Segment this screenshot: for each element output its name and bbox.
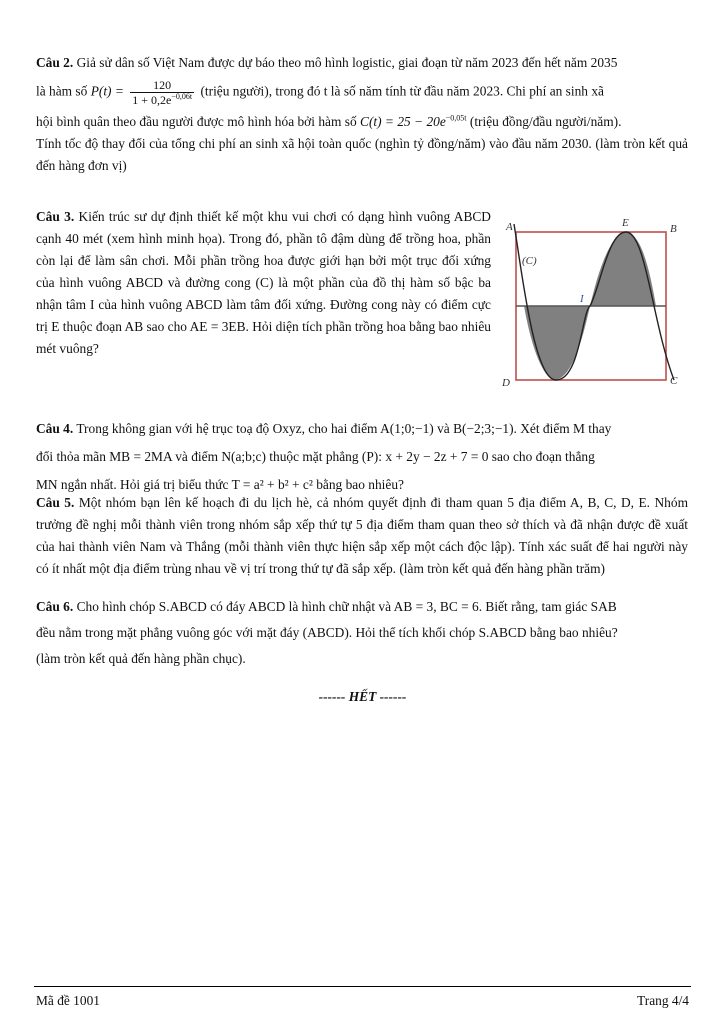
page-number: Trang 4/4 [637, 993, 689, 1008]
label-a: A [506, 221, 513, 233]
q3-paragraph: Câu 3. Kiến trúc sư dự định thiết kế một khu vui chơi có dạng hình vuông ABCD cạnh 40 mét (xem hình minh họa). Trong đó, phần tô đậm dùng để trồng hoa, phần còn lại để làm sân chơi. Mỗi phần trồng hoa được giới hạn bởi một trục đối xứng của hình vuông ABCD và đường cong (C) là một phần của đồ thị hàm số bậc ba nhận tâm I của hình vuông ABCD làm tâm đối xứng. Đường cong này có điểm cực trị E thuộc đoạn AB sao cho AE = 3EB. Hỏi diện tích phần trồng hoa bằng bao nhiêu mét vuông? [36, 209, 491, 356]
label-curve: (C) [522, 255, 537, 267]
q4-line1: Câu 4. Trong không gian với hệ trục toạ độ Oxyz, cho hai điểm A(1;0;−1) và B(−2;3;−1). Xét điểm M thay [36, 421, 612, 436]
label-c: C [670, 375, 678, 387]
q4-line3: MN ngắn nhất. Hỏi giá trị biểu thức T = a² + b² + c² bằng bao nhiêu? [36, 477, 404, 492]
q5-label: Câu 5. [36, 495, 75, 510]
question-3 [36, 206, 491, 360]
q4-line2: đổi thỏa mãn MB = 2MA và điểm N(a;b;c) thuộc mặt phẳng (P): x + 2y − 2z + 7 = 0 sao cho đoạn thẳng [36, 449, 595, 464]
p-function: P(t) = [90, 83, 124, 99]
q6-label: Câu 6. [36, 599, 74, 614]
q2-label: Câu 2. [36, 55, 74, 70]
question-4 [36, 418, 688, 496]
p-fraction: $\frac{120}{1 + 0,2e^{-0,06t}}$ [132, 78, 193, 107]
footer-divider [34, 986, 691, 987]
q3-label: Câu 3. [36, 209, 75, 224]
q6-line3: (làm tròn kết quả đến hàng phần chục). [36, 651, 246, 666]
q2-line3: hội bình quân theo đầu người được mô hình hóa bởi hàm số $C(t) = 25 - 20e^{-0,05t}$ (triệu đồng/đầu người/năm). [36, 113, 622, 129]
q6-line1: Câu 6. Cho hình chóp S.ABCD có đáy ABCD là hình chữ nhật và AB = 3, BC = 6. Biết rằng, tam giác SAB [36, 599, 617, 614]
q2-line2: là hàm số P(t) = $\frac{120}{1 + 0,2e^{-0,06t}}$ (triệu người), trong đó t là số năm tính từ đầu năm 2023. Chi phí an sinh xã [36, 78, 604, 107]
q5-paragraph: Câu 5. Một nhóm bạn lên kế hoạch đi du lịch hè, cả nhóm quyết định đi tham quan 5 địa điểm A, B, C, D, E. Nhóm trưởng đề nghị mỗi thành viên trong nhóm sắp xếp thứ tự 5 địa điểm tham quan theo sở thích và đã nhận được đề xuất của hai thành viên Nam và Thắng (mỗi thành viên thực hiện sắp xếp một cách độc lập). Tính xác suất để hai người này có ít nhất một địa điểm trùng nhau về vị trí trong thứ tự đã sắp xếp. (làm tròn kết quả đến hàng phần trăm) [36, 495, 688, 576]
exam-code: Mã đề 1001 [36, 993, 100, 1008]
q2-line1: Câu 2. Giả sử dân số Việt Nam được dự báo theo mô hình logistic, giai đoạn từ năm 2023 đến hết năm 2035 [36, 55, 618, 70]
label-i: I [580, 293, 584, 305]
q6-line2: đều nằm trong mặt phẳng vuông góc với mặt đáy (ABCD). Hỏi thể tích khối chóp S.ABCD bằng bao nhiêu? [36, 625, 618, 640]
label-b: B [670, 223, 677, 235]
question-5 [36, 492, 688, 580]
q4-label: Câu 4. [36, 421, 74, 436]
c-function: C(t) = 25 − 20e [360, 114, 446, 129]
question-2 [36, 52, 688, 177]
label-d: D [502, 377, 510, 388]
q2-line4: Tính tốc độ thay đổi của tổng chi phí an sinh xã hội toàn quốc (nghìn tỷ đồng/năm) vào đầu năm 2030. (làm tròn kết quả đến hàng đơn vị) [36, 136, 688, 173]
square-diagram [500, 212, 688, 388]
q3-figure [500, 212, 688, 395]
question-6 [36, 596, 688, 670]
label-e: E [622, 217, 629, 229]
end-marker: ------ HẾT ------ [318, 689, 407, 704]
